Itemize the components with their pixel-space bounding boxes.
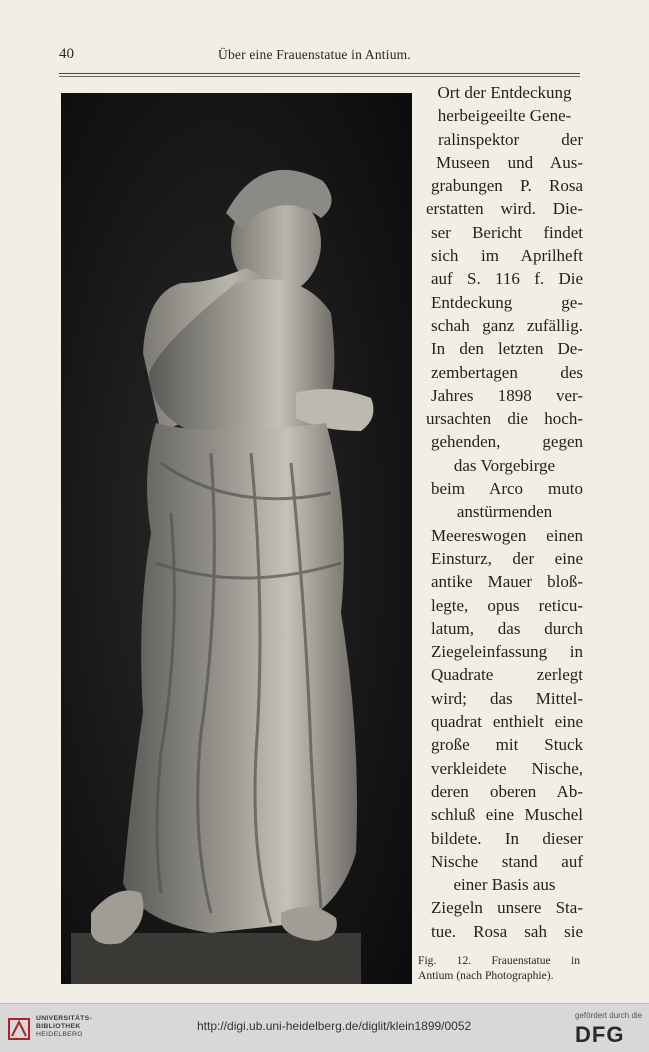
text-line: quadrat enthielt eine [431, 712, 583, 732]
text-line: sich im Aprilheft [431, 246, 583, 266]
text-line: verkleidete Nische, [431, 758, 583, 778]
text-line: Ziegeleinfassung in [431, 642, 583, 662]
university-name [36, 1015, 92, 1039]
text-line: wird; das Mittel- [431, 688, 583, 708]
caption-line: Antium (nach Photographie). [418, 969, 554, 982]
text-line: bildete. In dieser [431, 828, 583, 848]
text-line: schah ganz zufällig. [431, 315, 583, 335]
university-logo-icon [8, 1016, 30, 1042]
text-line: latum, das durch [431, 618, 583, 638]
page-number: 40 [59, 46, 74, 62]
text-line: das Vorgebirge [453, 455, 556, 475]
text-line: große mit Stuck [431, 735, 583, 755]
text-line: Entdeckung ge- [431, 292, 583, 312]
figure-caption [418, 953, 580, 983]
text-line: anstürmenden [456, 502, 553, 522]
text-line: auf S. 116 f. Die [431, 269, 583, 289]
text-line: Nische stand auf [431, 851, 583, 871]
text-line: In den letzten De- [431, 339, 583, 359]
text-line: Ort der Entdeckung [437, 83, 572, 102]
text-line: Museen und Aus- [436, 152, 583, 172]
header-rule-second [59, 76, 580, 77]
text-line: ursachten die hoch- [426, 409, 583, 429]
institution-line: HEIDELBERG [36, 1031, 83, 1038]
text-line: antike Mauer bloß- [431, 572, 583, 592]
text-line: schluß eine Muschel [431, 805, 583, 825]
text-line: legte, opus reticu- [431, 595, 583, 615]
text-line: herbeigeeilte Gene- [437, 106, 572, 126]
running-title: Über eine Frauenstatue in Antium. [218, 47, 411, 62]
text-line: ralinspektor der [438, 129, 583, 149]
text-line: grabungen P. Rosa [431, 176, 583, 196]
text-line: Einsturz, der eine [431, 548, 583, 568]
text-line: deren oberen Ab- [431, 781, 583, 801]
header-rule [59, 73, 580, 74]
text-line: Ziegeln unsere Sta- [431, 898, 583, 918]
text-line: zembertagen des [431, 362, 583, 382]
text-line: ser Bericht findet [431, 222, 583, 242]
institution-line: UNIVERSITÄTS- [36, 1015, 93, 1022]
text-line: Jahres 1898 ver- [431, 385, 583, 405]
statue-image [61, 93, 412, 984]
text-line: einer Basis aus [453, 875, 556, 895]
viewer-footer [0, 1003, 649, 1052]
text-line: beim Arco muto [431, 479, 583, 499]
statue-photograph [61, 93, 412, 984]
funding-label: gefördert durch die [575, 1011, 643, 1020]
body-text-column [426, 81, 583, 943]
text-line: erstatten wird. Die- [426, 199, 583, 219]
text-line: Meereswogen einen [431, 525, 583, 545]
text-line: Quadrate zerlegt [431, 665, 583, 685]
text-line: gehenden, gegen [431, 432, 583, 452]
dfg-logo: DFG [575, 1022, 625, 1047]
permalink[interactable]: http://digi.ub.uni-heidelberg.de/diglit/klein1899/0052 [197, 1019, 472, 1033]
caption-line: Fig. 12. Frauenstatue in [418, 954, 580, 967]
text-line: tue. Rosa sah sie [431, 921, 583, 941]
institution-line: BIBLIOTHEK [36, 1023, 81, 1030]
